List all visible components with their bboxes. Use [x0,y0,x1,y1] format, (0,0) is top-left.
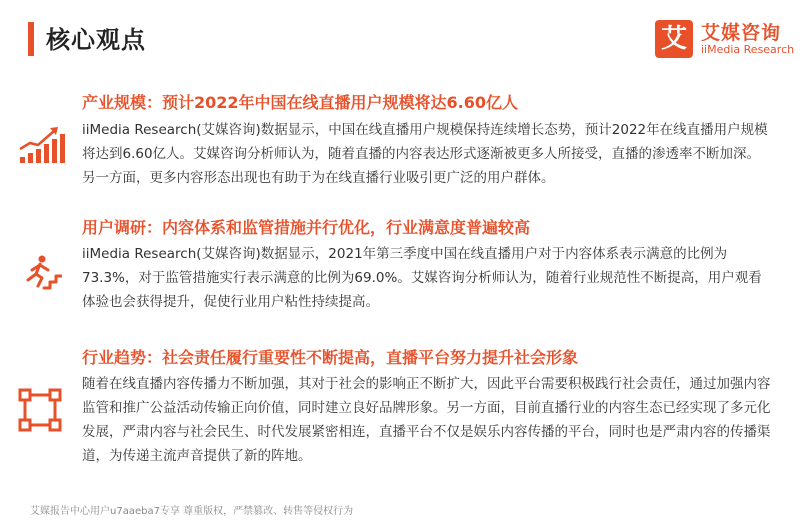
footer-copyright: 艾媒报告中心用户u7aaeba7专享 尊重版权，严禁篡改、转售等侵权行为 [30,506,354,517]
section-body-industry-scale: iiMedia Research(艾媒咨询)数据显示，中国在线直播用户规模保持连续增长态势，预计2022年在线直播用户规模将达到6.60亿人。艾媒咨询分析师认为，随着直播的内容表达形式逐渐被更多人所接受，直播的渗透率不断加深。另一方面，更多内容形态出现也有助于为在线直播行业吸引更广泛的用户群体。 [82,122,768,186]
section-heading-industry-scale: 产业规模：预计2022年中国在线直播用户规模将达6.60亿人 [82,93,519,112]
running-stairs-icon [18,254,62,298]
brand-logo [655,18,795,62]
section-body-user-survey: iiMedia Research(艾媒咨询)数据显示，2021年第三季度中国在线直播用户对于内容体系表示满意的比例为73.3%，对于监管措施实行表示满意的比例为69.0%。艾媒咨询分析师认为，随着行业规范性不断提高，用户观看体验也会获得提升，促使行业用户粘性持续提高。 [82,246,762,310]
section-body-industry-trend: 随着在线直播内容传播力不断加强，其对于社会的影响正不断扩大，因此平台需要积极践行社会责任，通过加强内容监管和推广公益活动传输正向价值，同时建立良好品牌形象。另一方面，目前直播行业的内容生态已经实现了多元化发展，严肃内容与社会民生、时代发展紧密相连，直播平台不仅是娱乐内容传播的平台，同时也是严肃内容的传播渠道，为传递主流声音提供了新的阵地。 [82,376,771,464]
page-title: 核心观点 [46,26,146,54]
logo-name-cn: 艾媒咨询 [701,22,782,44]
section-heading-industry-trend: 行业趋势：社会责任履行重要性不断提高，直播平台努力提升社会形象 [82,348,579,367]
logo-mark-icon: 艾 [655,20,693,58]
title-accent-bar [28,22,34,56]
logo-name-en: iiMedia Research [701,43,795,56]
network-nodes-icon [18,388,62,432]
section-heading-user-survey: 用户调研：内容体系和监管措施并行优化，行业满意度普遍较高 [82,218,531,237]
growth-chart-icon [18,125,66,165]
